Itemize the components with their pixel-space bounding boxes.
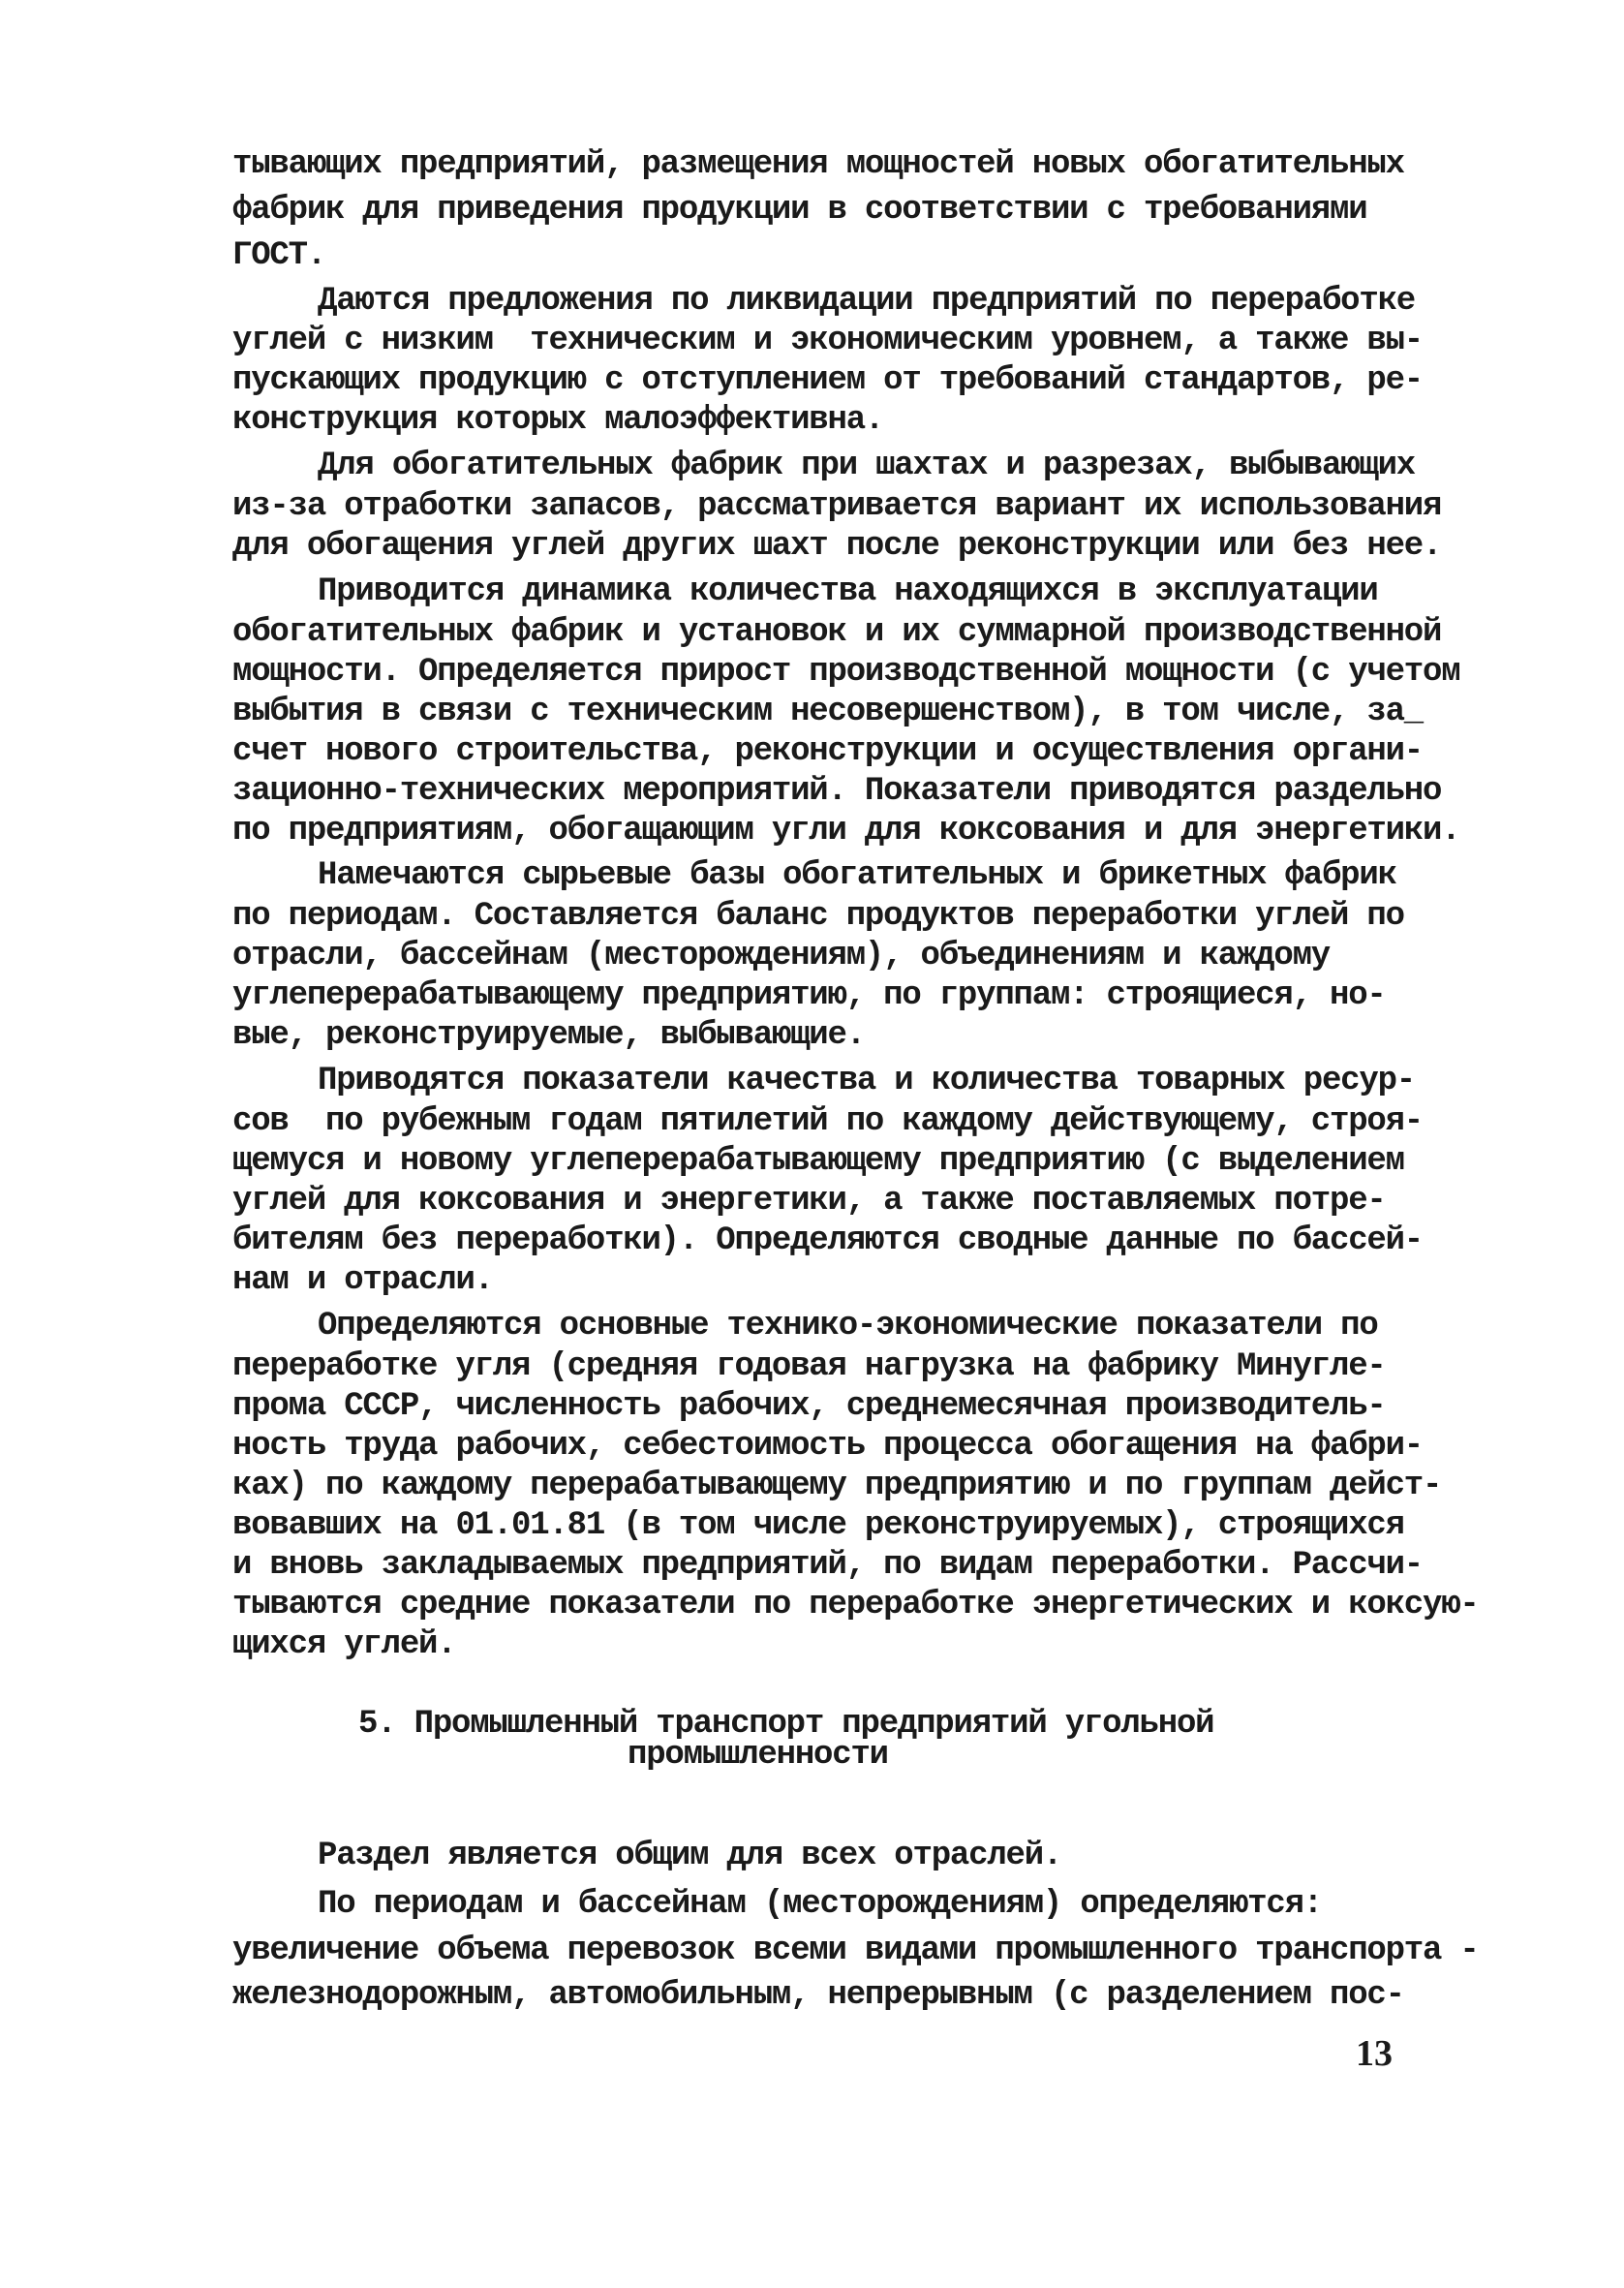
section-heading: 5. Промышленный транспорт предприятий угольной bbox=[358, 1706, 1214, 1743]
text-line: пускающих продукцию с отступлением от требований стандартов, ре- bbox=[232, 362, 1424, 399]
text-line: Определяются основные технико-экономические показатели по bbox=[318, 1308, 1378, 1345]
text-line: щемуся и новому углеперерабатывающему предприятию (с выделением bbox=[232, 1143, 1404, 1180]
text-line: сов по рубежным годам пятилетий по каждому действующему, строя- bbox=[232, 1103, 1424, 1140]
text-line: Даются предложения по ликвидации предприятий по переработке bbox=[318, 283, 1415, 320]
text-line: Раздел является общим для всех отраслей. bbox=[318, 1838, 1062, 1874]
text-line: увеличение объема перевозок всеми видами промышленного транспорта - bbox=[232, 1932, 1479, 1969]
text-line: По периодам и бассейнам (месторождениям) определяются: bbox=[318, 1886, 1322, 1923]
text-line: вовавших на 01.01.81 (в том числе реконструируемых), строящихся bbox=[232, 1507, 1404, 1544]
text-line: тываются средние показатели по переработке энергетических и коксую- bbox=[232, 1587, 1479, 1623]
text-line: ках) по каждому перерабатывающему предприятию и по группам дейст- bbox=[232, 1468, 1442, 1504]
text-line: Приводятся показатели качества и количества товарных ресур- bbox=[318, 1063, 1415, 1099]
text-line: конструкция которых малоэффективна. bbox=[232, 402, 884, 439]
text-line: счет нового строительства, реконструкции и осуществления органи- bbox=[232, 733, 1424, 770]
text-line: отрасли, бассейнам (месторождениям), объединениям и каждому bbox=[232, 938, 1330, 974]
text-line: тывающих предприятий, размещения мощностей новых обогатительных bbox=[232, 146, 1404, 183]
text-line: Намечаются сырьевые базы обогатительных и брикетных фабрик bbox=[318, 857, 1396, 894]
text-line: выбытия в связи с техническим несовершенством), в том числе, за_ bbox=[232, 694, 1424, 730]
text-line: Приводится динамика количества находящихся в эксплуатации bbox=[318, 573, 1378, 610]
text-line: для обогащения углей других шахт после реконструкции или без нее. bbox=[232, 528, 1442, 565]
text-line: щихся углей. bbox=[232, 1626, 456, 1663]
text-line: углей для коксования и энергетики, а также поставляемых потре- bbox=[232, 1183, 1386, 1220]
section-heading: промышленности bbox=[628, 1737, 888, 1774]
text-line: бителям без переработки). Определяются сводные данные по бассей- bbox=[232, 1222, 1424, 1259]
text-line: Для обогатительных фабрик при шахтах и разрезах, выбывающих bbox=[318, 448, 1415, 484]
page-number: 13 bbox=[1356, 2033, 1393, 2074]
text-line: фабрик для приведения продукции в соответствии с требованиями bbox=[232, 192, 1367, 229]
text-line: мощности. Определяется прирост производственной мощности (с учетом bbox=[232, 654, 1460, 691]
text-line: вые, реконструируемые, выбывающие. bbox=[232, 1017, 865, 1054]
text-line: углей с низким техническим и экономическим уровнем, а также вы- bbox=[232, 323, 1424, 359]
text-line: ГОСТ. bbox=[232, 237, 326, 274]
text-line: по периодам. Составляется баланс продуктов переработки углей по bbox=[232, 898, 1404, 935]
text-line: ность труда рабочих, себестоимость процесса обогащения на фабри- bbox=[232, 1428, 1424, 1465]
text-line: обогатительных фабрик и установок и их суммарной производственной bbox=[232, 614, 1442, 651]
text-line: по предприятиям, обогащающим угли для коксования и для энергетики. bbox=[232, 813, 1460, 850]
text-line: переработке угля (средняя годовая нагрузка на фабрику Минугле- bbox=[232, 1348, 1386, 1385]
text-line: нам и отрасли. bbox=[232, 1262, 493, 1299]
text-line: зационно-технических мероприятий. Показатели приводятся раздельно bbox=[232, 773, 1442, 810]
text-line: прома СССР, численность рабочих, среднемесячная производитель- bbox=[232, 1388, 1386, 1425]
text-line: железнодорожным, автомобильным, непрерывным (с разделением пос- bbox=[232, 1977, 1404, 2014]
text-line: из-за отработки запасов, рассматривается вариант их использования bbox=[232, 488, 1442, 525]
text-line: и вновь закладываемых предприятий, по видам переработки. Рассчи- bbox=[232, 1547, 1424, 1584]
text-line: углеперерабатывающему предприятию, по группам: строящиеся, но- bbox=[232, 977, 1386, 1014]
